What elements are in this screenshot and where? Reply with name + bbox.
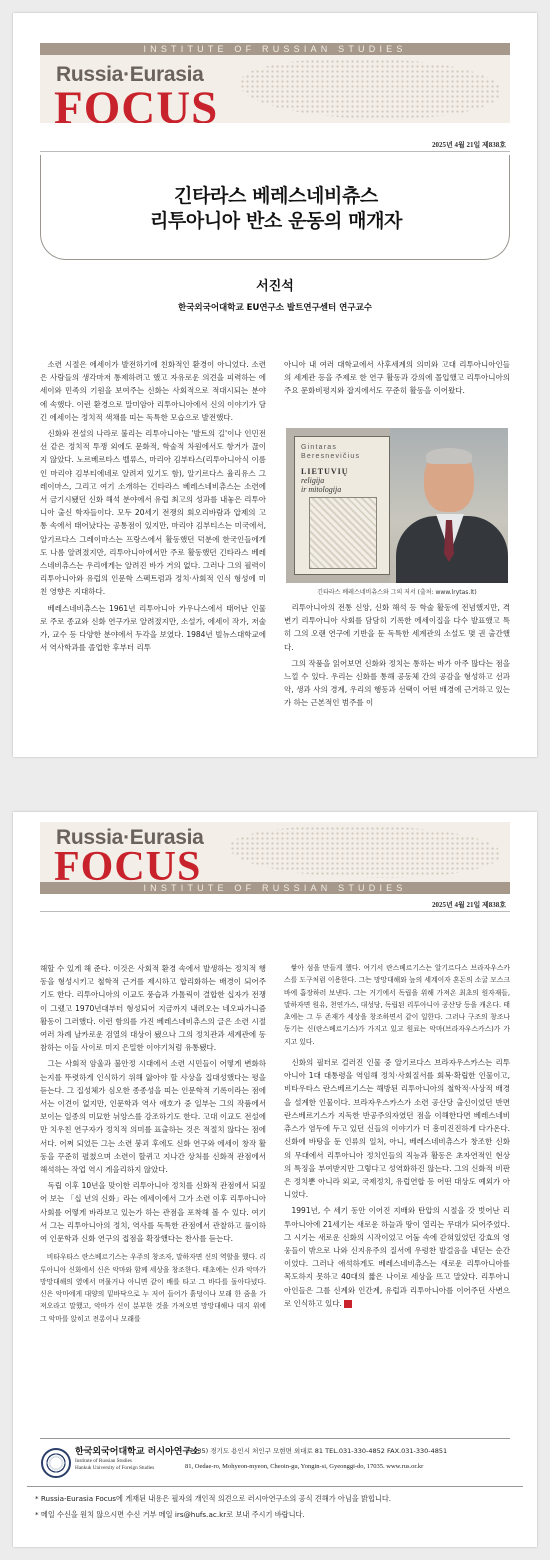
footer-org-name: 한국외국어대학교 러시아연구소 — [75, 1447, 200, 1457]
institute-band — [40, 882, 510, 894]
brand-masthead — [40, 55, 510, 123]
body-column-right-top — [284, 358, 510, 401]
footer-address: 17035) 경기도 용인시 처인구 모현면 외대로 81 TEL.031-330-4852 FAX.031-330-4851 — [185, 1447, 448, 1455]
end-of-article-icon: ⓡ — [344, 1300, 352, 1308]
institute-name: INSTITUTE OF RUSSIAN STUDIES — [143, 44, 407, 54]
footer-disclaimer: * Russia-Eurasia Focus에 게재된 내용은 필자의 개인적 의견으로 러시아연구소의 공식 견해가 아님을 밝힙니다. — [35, 1494, 392, 1503]
footer-org-en-line: Hankuk University of Foreign Studies — [75, 1465, 155, 1471]
figure-caption: 긴타라스 베레스네비츄스와 그의 저서 (출처: www.lrytas.lt) — [317, 589, 477, 596]
paragraph: 신화와 전설의 나라로 불리는 리투아니아는 '발트의 길'이나 인민전선 같은 정치적 투쟁 외에도 문화적, 학술적 차원에서도 항거가 끊이지 않았다. 노르베르타스 벨류스, 마리아 김부타스(리투아니아식 이름인 마리야 김부티에네로 알려져 있기도 함), 알기르다스 율리유스 그레이마스, 그리고 여기 소개하는 긴타라스 베레스네비츄스는 소련에서 금기시됐던 신화 해석 분야에서 유럽 최고의 성과를 내놓은 리투아니아 출신 학자들이다. 모두 20세기 전쟁의 회오리바람과 압제의 고통 속에서 태어났다는 공통점이 있지만, 마리야 김부티스는 미국에서, 알기르다스 그레이마스는 프랑스에서 활동했던 덕분에 한국인들에게도 나름 알려졌지만, 리투아니아에서만 주로 활동했던 긴타라스 베레스네비츄스는 우리에게는 알려진 바가 거의 없다. 그러나 그의 필력이 리투아니아와 유럽의 인문학 스펙트럼과 정치·사회적 인식 형성에 미친 영향은 지대하다. — [40, 429, 266, 597]
book-cover-title — [301, 467, 349, 494]
body-column-left — [40, 962, 266, 1328]
paragraph: 소련 시절은 에세이가 발전하기에 친화적인 환경이 아니었다. 소련은 사람들의 생각마저 통제하려고 했고 자유로운 의견을 피력하는 에세이와 민족의 기원을 보여주는 신화는 사회적으로 적대시되는 분야에 속했다. 이런 환경으로 말미암아 리투아니아에서 신의 이야기가 담긴 에세이는 정치적 색채를 띠는 독특한 모습으로 발전했다. — [40, 360, 266, 422]
institute-name: INSTITUTE OF RUSSIAN STUDIES — [143, 883, 407, 893]
author-affiliation: 한국외국어대학교 EU연구소 발트연구센터 연구교수 — [177, 303, 373, 313]
page-1 — [13, 13, 537, 757]
issue-info: 2025년 4월 21일 제838호 — [431, 901, 506, 909]
paragraph: 신화의 필터로 걸러진 인물 중 알기르다스 브라자우스카스는 리투아니아 1대 대통령을 역임해 정치·사회질서를 회복·확립한 인물이고, 비타우타스 란스베르기스는 해방된 리투아니아의 철학적·사상적 배경을 설계한 인물이다. 브라자우스카스가 소련 공산당 출신이었던 반면 란스베르기스가 지독한 반공주의자였던 점을 이해한다면 베레스네비츄스가 염두에 두고 있던 신들의 이야기가 더 흥미진진하게 다가온다. 신화에 바탕을 둔 인류의 일처, 아니, 베레스네비츄스가 창조한 신화의 무대에서 리투아니아 정치인들의 직능과 활동은 초자연적인 현상의 특징을 부여받지만 그렇다고 성역화하진 않는다. 그의 신화적 비판은 정치뿐 아니라 외교, 국제정치, 유럽연합 등 어떤 대상도 예외가 아니었다. — [284, 1058, 510, 1200]
book-cover — [294, 436, 390, 575]
paragraph: 리투아니아의 전통 신앙, 신화 해석 등 학술 활동에 전념했지만, 격변기 리투아니아 사회를 담담히 기록한 에세이집을 다수 발표했고 특히 그의 오랜 연구에 기반을 둔 독특한 세계관의 소설도 몇 권 출간했다. — [284, 603, 510, 652]
book-title-line: ir mitologija — [301, 485, 342, 494]
article-title-line1: 긴타라스 베레스네비츄스 — [174, 185, 378, 207]
divider — [40, 911, 510, 912]
body-column-right-bottom — [284, 601, 510, 751]
footer-divider — [40, 1438, 510, 1439]
footer-divider — [27, 1486, 523, 1487]
brand-focus-logo: FOCUS — [54, 844, 202, 882]
article-title-line2: 리투아니아 반소 운동의 매개자 — [149, 210, 403, 232]
brand-focus-logo: FOCUS — [54, 82, 219, 123]
institute-band — [40, 43, 510, 55]
brand-name: Russia·Eurasia — [56, 63, 204, 86]
body-column-left — [40, 358, 266, 753]
page-2 — [13, 812, 537, 1547]
paragraph — [284, 1204, 510, 1310]
quoted-note: 비타우타스 란스베르기스는 우주의 창조자, 말하자면 신의 역할을 했다. 리투아니아 신화에서 신은 악마와 함께 세상을 창조한다. 태초에는 신과 악마가 망망대해의 옆에서 머물거나 아니면 같이 배를 타고 그 바다를 돌아다녔다. 신은 악마에게 대양의 밑바닥으로 누 저어 들어가 흙덩이나 모래 한 줌을 가져오라고 말했고, 악마가 신이 분부한 것을 가져오면 망망대해나 대지 위에 그 악마를 앉히고 전롱이나 모래를 — [40, 1253, 266, 1323]
university-seal-icon — [41, 1448, 71, 1478]
portrait-hair — [426, 448, 472, 464]
footer-unsubscribe: * 메일 수신을 원치 않으시면 수신 거부 메일 irs@hufs.ac.kr로 보내 주시기 바랍니다. — [35, 1510, 305, 1519]
book-title-line: LIETUVIŲ — [301, 467, 349, 476]
paragraph: 베레스네비츄스는 1961년 리투아니아 카우나스에서 태어난 인물로 주로 종교와 신화 연구가로 알려졌지만, 소설가, 에세이 작가, 저술가, 교수 등 다양한 분야에서 두각을 보였다. 1984년 빌뉴스대학교에서 역사학과를 졸업한 후부터 리투 — [40, 603, 266, 653]
footer-org-en-line: Institute of Russian Studies — [75, 1458, 132, 1464]
divider — [40, 151, 510, 152]
footer-address-en: 81, Oedae-ro, Mohyeon-myeon, Cheoin-gu, Yongin-si, Gyeonggi-do, 17035. www.rus.or.kr — [185, 1463, 424, 1470]
footer-org-name-en — [75, 1458, 154, 1472]
paragraph: 독립 이후 10년을 맞이한 리투아니아 정치를 신화적 관점에서 되짚어 보는 「십 년의 신화」라는 에세이에서 그가 소련 이후 리투아니아 사회를 어떻게 바라보고 있는가 하는 관점을 포착해 볼 수 있다. 여기서 그는 리투아니아의 정치, 역사를 독특한 관점에서 관찰하고 풀이하여 인문학과 신화 연구의 접점을 확장했다는 찬사를 듣는다. — [40, 1181, 266, 1244]
author-name: 서진석 — [256, 279, 294, 294]
brand-masthead — [40, 822, 510, 882]
paragraph: 그는 사회적 암울과 불안정 시대에서 소련 시민들이 어떻게 변화하는지를 뚜렷하게 인식하기 위해 앓아야 할 사상을 집대성했다는 평을 듣는다. 그 집성체가 심오한 종종성을 띠는 인문학적 기록이라는 점에서는 이견이 없지만, 인문학과 역사 애호가 중 일부는 그의 작품에서 보이는 일종의 미묘한 뉘앙스를 강조하기도 한다. 고대 이교도 전설에만 치우친 연구자가 정치적 의미를 표출하는 것은 적절치 않다는 점에서다. 어쩌 되었든 그는 소련 붕괴 후에도 신화 연구와 에세이 창작 활동을 꾸준히 펼쳤으며 소련이 할퀴고 지나간 상처를 신화적 관점에서 해석하는 작업 역시 게을리하지 않았다. — [40, 1059, 266, 1175]
paragraph: 해할 수 있게 해 준다. 이것은 사회적 환경 속에서 발생하는 정치적 행동을 형성시키고 철학적 근거를 제시하고 합리화하는 배경이 되어주기도 한다. 리투아니아의 이교도 풍습과 가톨릭이 결합한 십자가 전쟁이 그랬고 1970년대부터 형성되어 지금까지 내려오는 네오파가니즘 활동이 그러했다. 이런 함의를 가진 베레스네비츄스의 글은 소련 시절 여러 차례 날카로운 검열의 대상이 됐으나 그의 정치관과 세계관에 동참하는 이들 사이로 미지 은밀한 이야기처럼 유통됐다. — [40, 964, 266, 1053]
world-map-graphic — [230, 826, 500, 878]
quoted-note: 쌓아 섬을 만들게 했다. 여기서 란스베르기스는 알기르다스 브라자우스카스를 도구처럼 이용한다. 그는 망망대해와 늪의 세계이자 혼돈의 소굴 모스크바에 흡장하러 보낸다. 그는 거기에서 독립을 위해 가져온 최초의 원자재들, 말하자면 원유, 천연가스, 대성당, 독립된 리투아니아 공산당 등을 캐온다. 태초에는 그 두 존재가 세상을 창조하면서 같이 일한다. 그러나 구조의 창조나 동기는 신(란스베르기스)가 가지고 있고 원료는 악마(브라자우스카스)가 가지고 있다. — [284, 964, 510, 1046]
world-map-graphic — [240, 59, 500, 119]
issue-info: 2025년 4월 21일 제838호 — [431, 141, 506, 149]
paragraph: 아니아 내 여러 대학교에서 사후세계의 의미와 고대 리투아니아인들의 세계관 등을 주제로 한 연구 활동과 강의에 몰입했고 리투아니아의 주요 문화비평지와 잡지에서도 꾸준히 활동을 이어왔다. — [284, 360, 510, 396]
body-column-right — [284, 962, 510, 1313]
author-figure — [286, 428, 508, 583]
paragraph-text: 1991년, 수 세기 동안 이어진 지배와 탄압의 시절을 갓 벗어난 리투아니아에 21세기는 새로운 하늘과 땅이 열리는 무대가 되어주었다. 그 시기는 새로운 신화의 시작이었고 어둠 속에 갇혀있었던 강효의 영웅들이 밖으로 나와 신지유주의 질서에 우렁찬 발걸음을 내딛는 순간이었다. 그러나 애석하게도 베레스네비츄스는 새로운 리투아니아를 목도하지 못하고 40대의 짧은 나이로 세상을 뜨고 말았다. 리투아니아인들은 그를 신계와 인간계, 유럽과 리투아니아를 이어주던 사변으로 인식하고 있다. — [284, 1206, 510, 1308]
title-box — [40, 155, 510, 260]
book-cover-author: Gintaras Beresnevičius — [301, 444, 361, 460]
brand-name: Russia·Eurasia — [56, 826, 204, 849]
book-title-line: religija — [301, 476, 325, 485]
paragraph: 그의 작품을 읽어보면 신화와 정치는 통하는 바가 아주 많다는 점을 느낄 수 있다. 우리는 신화를 통해 공동체 간의 공감을 형성하고 선과 악, 생과 사의 경계, 우리의 행동과 선택이 어떤 배경에 근거하고 있는가 하는 근본적인 범주를 이 — [284, 658, 510, 708]
book-cover-illustration — [309, 497, 377, 569]
